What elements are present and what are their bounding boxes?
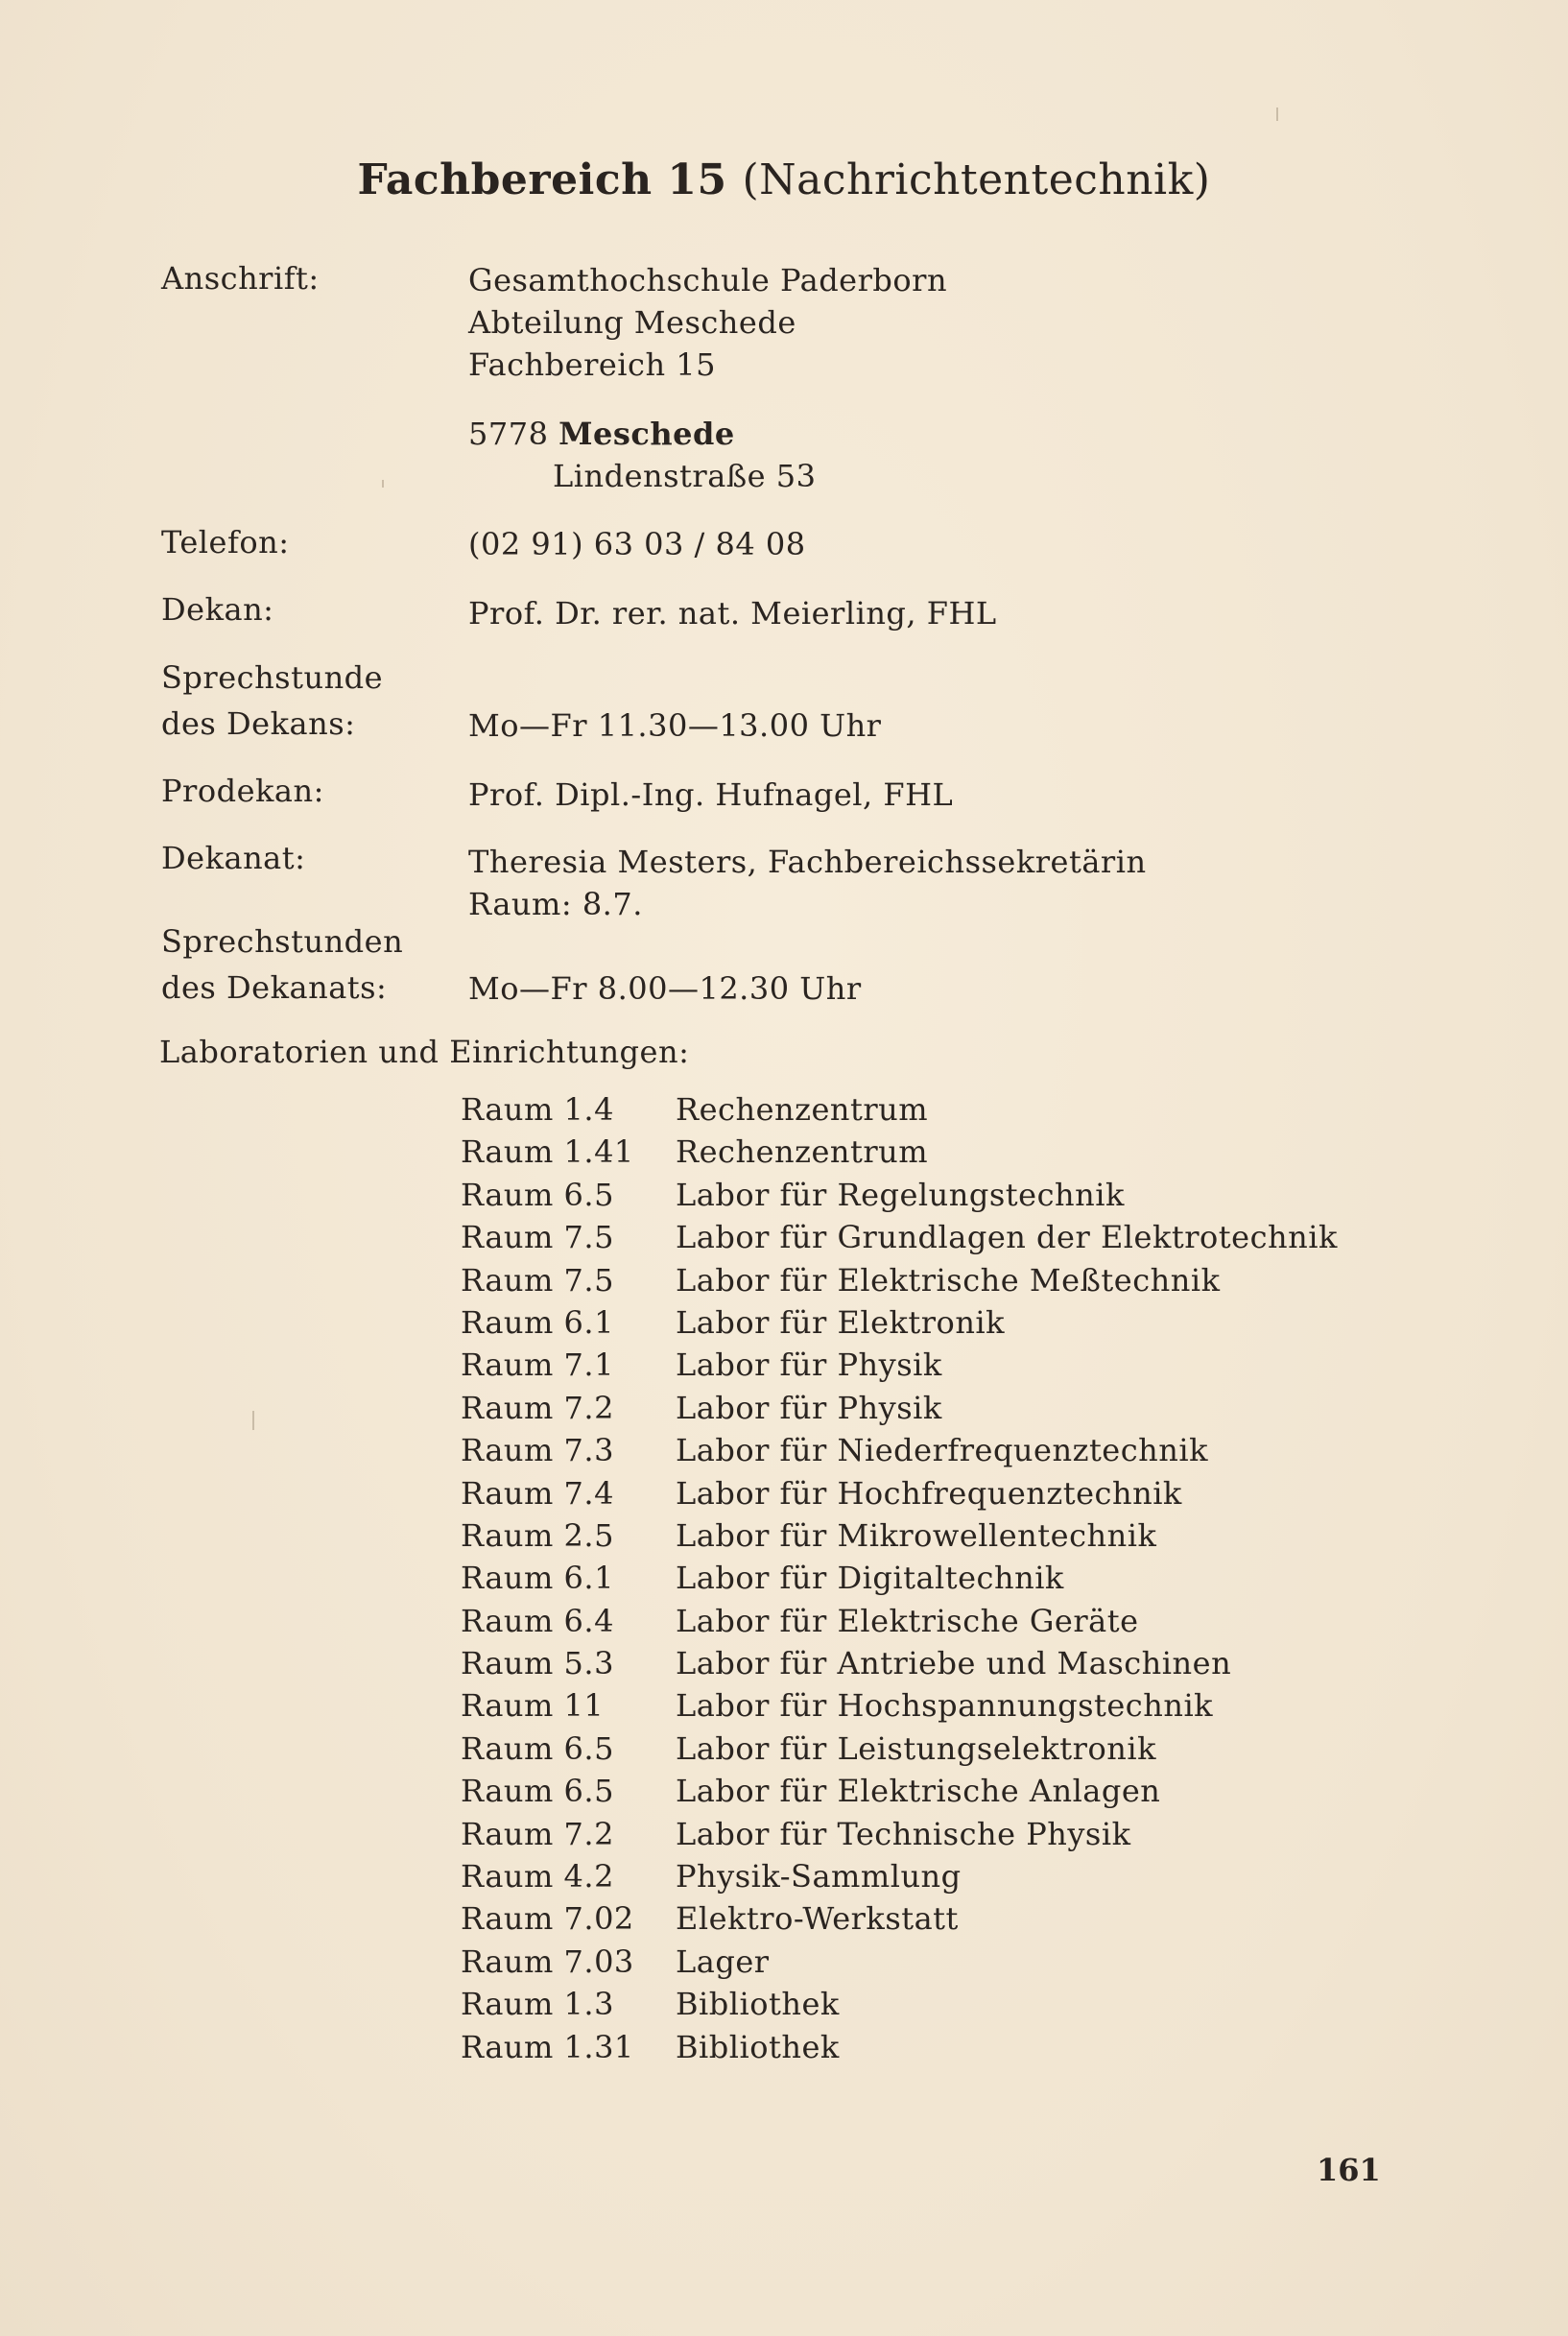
room-name: Labor für Grundlagen der Elektrotechnik	[676, 1219, 1338, 1256]
room-name: Labor für Physik	[676, 1389, 942, 1426]
room-row	[461, 1600, 1338, 1642]
room-number: Raum 1.31	[461, 2028, 634, 2065]
room-number: Raum 4.2	[461, 1858, 614, 1895]
office-hours-label	[161, 918, 403, 1011]
office-label: Dekanat:	[161, 840, 306, 876]
postal-code: 5778	[468, 416, 549, 452]
dean-hours-value: Mo—Fr 11.30—13.00 Uhr	[468, 707, 882, 744]
room-row	[461, 1770, 1338, 1812]
room-row	[461, 1259, 1338, 1301]
room-row	[461, 1557, 1338, 1599]
room-list	[461, 1088, 1338, 2068]
room-number: Raum 6.5	[461, 1773, 614, 1810]
room-number: Raum 5.3	[461, 1645, 614, 1682]
room-number: Raum 7.2	[461, 1389, 614, 1426]
labs-heading: Laboratorien und Einrichtungen:	[159, 1034, 690, 1070]
room-name: Elektro-Werkstatt	[676, 1900, 959, 1938]
room-name: Labor für Leistungselektronik	[676, 1729, 1156, 1767]
room-name: Labor für Hochspannungstechnik	[676, 1687, 1214, 1725]
office-value: Theresia Mesters, Fachbereichssekretärin	[468, 844, 1147, 880]
room-number: Raum 7.2	[461, 1815, 614, 1852]
room-row	[461, 1301, 1338, 1344]
room-row	[461, 2026, 1338, 2068]
room-row	[461, 1728, 1338, 1770]
room-row	[461, 1855, 1338, 1897]
room-row	[461, 1941, 1338, 1983]
room-number: Raum 1.4	[461, 1091, 614, 1128]
room-name: Labor für Physik	[676, 1347, 942, 1384]
room-number: Raum 7.03	[461, 1943, 634, 1980]
room-number: Raum 7.3	[461, 1432, 614, 1469]
street-address: Lindenstraße 53	[553, 458, 817, 494]
room-number: Raum 6.1	[461, 1303, 614, 1341]
paper-speck	[252, 1411, 254, 1430]
address-label: Anschrift:	[161, 260, 320, 297]
dean-hours-label	[161, 655, 383, 747]
room-name: Lager	[676, 1943, 770, 1980]
paper-speck	[382, 480, 384, 488]
office-room: Raum: 8.7.	[468, 886, 643, 922]
paper-speck	[1276, 107, 1278, 121]
room-number: Raum 7.5	[461, 1219, 614, 1256]
room-number: Raum 6.5	[461, 1729, 614, 1767]
page-title	[0, 155, 1568, 204]
dean-label: Dekan:	[161, 591, 274, 628]
room-row	[461, 1472, 1338, 1514]
room-name: Labor für Elektronik	[676, 1303, 1006, 1341]
room-name: Physik-Sammlung	[676, 1858, 962, 1895]
room-row	[461, 1684, 1338, 1727]
room-number: Raum 11	[461, 1687, 605, 1725]
room-name: Labor für Niederfrequenztechnik	[676, 1432, 1208, 1469]
room-name: Labor für Elektrische Anlagen	[676, 1773, 1161, 1810]
title-sub: (Nachrichtentechnik)	[742, 155, 1211, 204]
phone-value: (02 91) 63 03 / 84 08	[468, 526, 806, 562]
room-row	[461, 1514, 1338, 1557]
room-row	[461, 1174, 1338, 1216]
dean-value: Prof. Dr. rer. nat. Meierling, FHL	[468, 595, 997, 632]
room-number: Raum 7.5	[461, 1261, 614, 1299]
room-row	[461, 1387, 1338, 1429]
room-number: Raum 6.1	[461, 1560, 614, 1597]
room-name: Labor für Antriebe und Maschinen	[676, 1645, 1232, 1682]
room-row	[461, 1344, 1338, 1386]
city-name: Meschede	[558, 416, 735, 452]
office-block	[468, 841, 1147, 925]
room-name: Bibliothek	[676, 2028, 840, 2065]
office-hours-value: Mo—Fr 8.00—12.30 Uhr	[468, 970, 862, 1007]
room-row	[461, 1216, 1338, 1258]
room-row	[461, 1897, 1338, 1940]
room-name: Labor für Technische Physik	[676, 1815, 1131, 1852]
room-number: Raum 6.5	[461, 1176, 614, 1213]
room-name: Bibliothek	[676, 1986, 840, 2023]
room-name: Labor für Elektrische Meßtechnik	[676, 1261, 1221, 1299]
room-row	[461, 1131, 1338, 1173]
room-row	[461, 1813, 1338, 1855]
room-name: Rechenzentrum	[676, 1133, 929, 1171]
room-name: Labor für Digitaltechnik	[676, 1560, 1064, 1597]
dean-hours-label-line2: des Dekans:	[161, 705, 356, 742]
vice-dean-label: Prodekan:	[161, 773, 324, 809]
room-number: Raum 2.5	[461, 1516, 614, 1554]
room-row	[461, 1642, 1338, 1684]
vice-dean-value: Prof. Dipl.-Ing. Hufnagel, FHL	[468, 776, 954, 813]
office-hours-label-line1: Sprechstunden	[161, 923, 404, 960]
room-number: Raum 1.3	[461, 1986, 614, 2023]
address-line: Abteilung Meschede	[468, 304, 796, 341]
room-name: Labor für Regelungstechnik	[676, 1176, 1125, 1213]
office-hours-label-line2: des Dekanats:	[161, 969, 388, 1006]
room-number: Raum 7.4	[461, 1474, 614, 1512]
page-number: 161	[1317, 2152, 1381, 2188]
room-row	[461, 1088, 1338, 1131]
room-number: Raum 6.4	[461, 1602, 614, 1639]
address-city-block	[468, 413, 816, 497]
room-name: Labor für Hochfrequenztechnik	[676, 1474, 1182, 1512]
city-line	[468, 413, 816, 455]
room-name: Labor für Elektrische Geräte	[676, 1602, 1139, 1639]
room-number: Raum 1.41	[461, 1133, 634, 1171]
title-main: Fachbereich 15	[357, 155, 727, 204]
room-number: Raum 7.02	[461, 1900, 634, 1938]
address-line: Fachbereich 15	[468, 346, 716, 383]
room-name: Labor für Mikrowellentechnik	[676, 1516, 1157, 1554]
address-block	[468, 259, 947, 386]
room-number: Raum 7.1	[461, 1347, 614, 1384]
dean-hours-label-line1: Sprechstunde	[161, 659, 384, 696]
address-line: Gesamthochschule Paderborn	[468, 262, 948, 298]
phone-label: Telefon:	[161, 524, 290, 560]
room-row	[461, 1429, 1338, 1471]
room-name: Rechenzentrum	[676, 1091, 929, 1128]
room-row	[461, 1983, 1338, 2025]
